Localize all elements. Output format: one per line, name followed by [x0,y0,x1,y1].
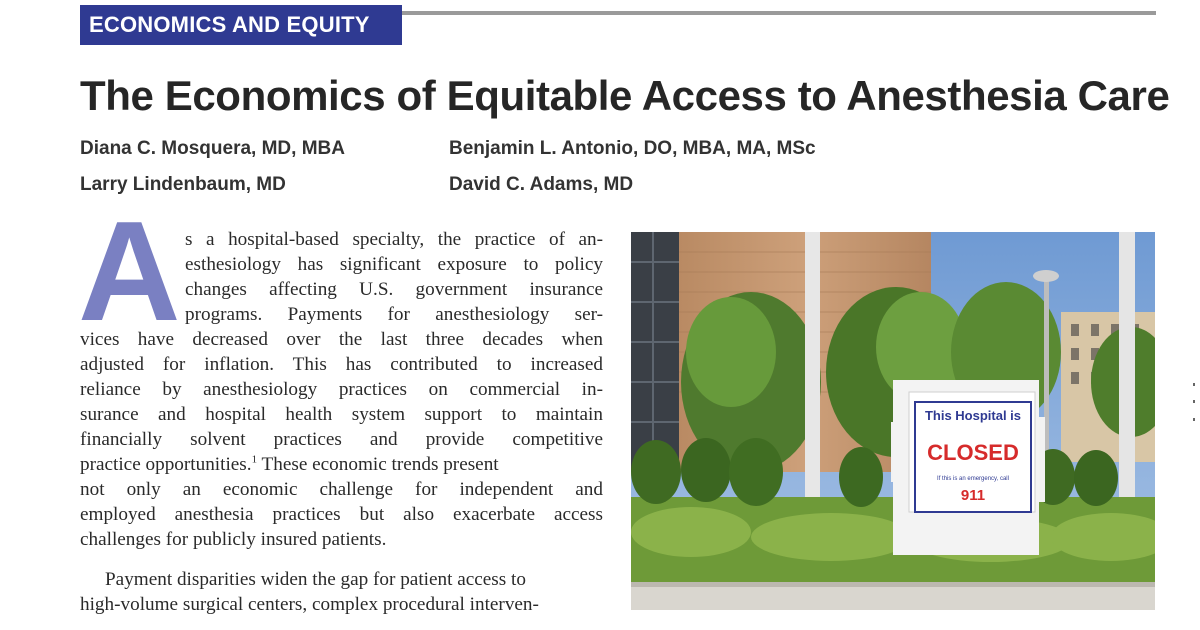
photo-illustration [631,232,1155,610]
hospital-closed-photo [631,232,1155,610]
closed-sign [893,380,1039,555]
author-4: David C. Adams, MD [449,174,634,195]
body-line: not only an economic challenge for independent and [80,479,603,500]
body-line: changes affecting U.S. government insurance [185,279,603,300]
sign-note: If this is an emergency, call [937,476,1009,482]
author-2: Larry Lindenbaum, MD [80,174,286,195]
section-label: ECONOMICS AND EQUITY [80,5,402,45]
body-line [80,453,603,477]
body-line: vices have decreased over the last three decades when [80,329,603,350]
author-1: Diana C. Mosquera, MD, MBA [80,138,345,159]
drop-cap: A [78,192,181,351]
body-line: reliance by anesthesiology practices on commercial in- [80,379,603,400]
body-line: financially solvent practices and provide competitive [80,429,603,450]
body-line: employed anesthesia practices but also exacerbate access [80,504,603,525]
body-text: practice opportunities. [80,454,252,475]
article-title: The Economics of Equitable Access to Anesthesia Care [80,72,1170,119]
body-line: challenges for publicly insured patients. [80,529,387,550]
footnote-ref: 1 [251,453,258,466]
author-3: Benjamin L. Antonio, DO, MBA, MA, MSc [449,138,816,159]
sign-number: 911 [960,487,986,504]
edge-mark [1193,383,1195,386]
body-line: s a hospital-based specialty, the practice of an- [185,229,603,250]
edge-mark [1193,400,1195,403]
flag-pole [805,232,820,532]
section-rule [402,11,1156,15]
body-line: high-volume surgical centers, complex procedural interven- [80,594,539,615]
glass-facade [631,232,679,472]
body-line: adjusted for inflation. This has contributed to increased [80,354,603,375]
body-line: Payment disparities widen the gap for patient access to [105,569,526,590]
edge-mark [1193,418,1195,421]
body-text: These economic trends present [257,454,499,475]
body-line: programs. Payments for anesthesiology ser- [185,304,603,325]
sign-title: This Hospital is [924,408,1022,423]
body-line: surance and hospital health system support to maintain [80,404,603,425]
flag-pole [1119,232,1135,537]
body-line: esthesiology has significant exposure to policy [185,254,603,275]
sign-status: CLOSED [927,440,1019,465]
